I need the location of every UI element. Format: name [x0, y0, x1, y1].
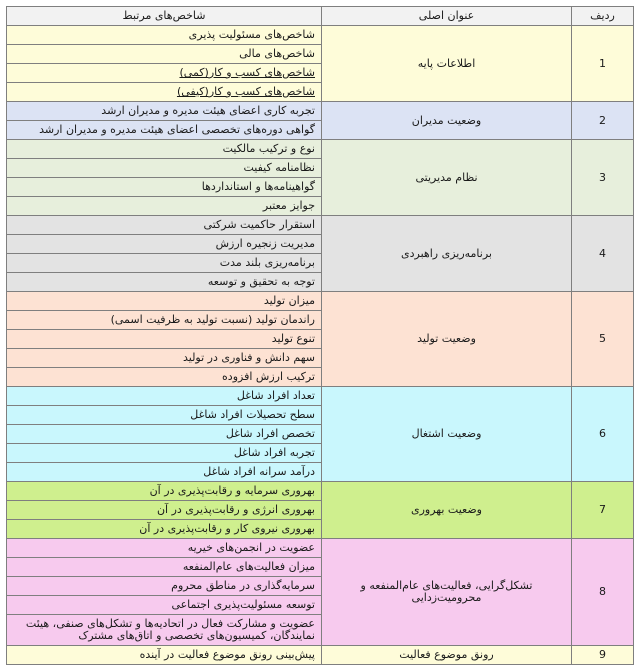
- row-title: تشکل‌گرایی، فعالیت‌های عام‌المنفعه و محرومیت‌زدایی: [322, 539, 572, 646]
- indicator-text: شاخص‌های کسب و کار(کمی): [179, 66, 315, 79]
- indicator-cell: گواهی دوره‌های تخصصی اعضای هیئت مدیره و مدیران ارشد: [7, 121, 322, 140]
- row-number: 2: [572, 102, 634, 140]
- indicator-cell: نوع و ترکیب مالکیت: [7, 140, 322, 159]
- table-row: [7, 292, 634, 311]
- indicator-cell: توجه به تحقیق و توسعه: [7, 273, 322, 292]
- indicator-cell: درآمد سرانه افراد شاغل: [7, 463, 322, 482]
- indicator-cell: راندمان تولید (نسبت تولید به ظرفیت اسمی): [7, 311, 322, 330]
- indicator-cell: عضویت و مشارکت فعال در اتحادیه‌ها و تشکل‌های صنفی، هیئت نمایندگان، کمیسیون‌های تخصصی و اتاق‌های مشترک: [7, 615, 322, 646]
- row-number: 7: [572, 482, 634, 539]
- indicator-cell: بهروری انرژی و رقابت‌پذیری در آن: [7, 501, 322, 520]
- row-title: وضعیت تولید: [322, 292, 572, 387]
- row-number: 8: [572, 539, 634, 646]
- indicator-cell: میزان تولید: [7, 292, 322, 311]
- row-title: رونق موضوع فعالیت: [322, 646, 572, 665]
- header-row-number: ردیف: [572, 7, 634, 26]
- row-number: 5: [572, 292, 634, 387]
- indicator-cell: برنامه‌ریزی بلند مدت: [7, 254, 322, 273]
- indicator-text: شاخص‌های کسب و کار(کیفی): [176, 85, 315, 98]
- indicator-cell: ترکیب ارزش افزوده: [7, 368, 322, 387]
- table-row: [7, 387, 634, 406]
- header-row: [7, 7, 634, 26]
- indicator-cell: تخصص افراد شاغل: [7, 425, 322, 444]
- table-row: [7, 482, 634, 501]
- indicator-cell: نظامنامه کیفیت: [7, 159, 322, 178]
- indicators-table: [6, 6, 634, 665]
- row-title: نظام مدیریتی: [322, 140, 572, 216]
- indicators-table-container: [6, 6, 633, 665]
- row-number: 1: [572, 26, 634, 102]
- table-row: [7, 539, 634, 558]
- indicator-cell: جوایز معتبر: [7, 197, 322, 216]
- indicator-cell: سهم دانش و فناوری در تولید: [7, 349, 322, 368]
- table-row: [7, 646, 634, 665]
- indicator-cell: عضویت در انجمن‌های خیریه: [7, 539, 322, 558]
- indicator-cell: استقرار حاکمیت شرکتی: [7, 216, 322, 235]
- indicator-cell: بهروری نیروی کار و رقابت‌پذیری در آن: [7, 520, 322, 539]
- indicator-cell: تنوع تولید: [7, 330, 322, 349]
- indicator-cell: [7, 83, 322, 102]
- indicator-cell: میزان فعالیت‌های عام‌المنفعه: [7, 558, 322, 577]
- row-title: برنامه‌ریزی راهبردی: [322, 216, 572, 292]
- row-number: 6: [572, 387, 634, 482]
- row-title: اطلاعات پایه: [322, 26, 572, 102]
- table-row: [7, 216, 634, 235]
- indicator-cell: تعداد افراد شاغل: [7, 387, 322, 406]
- row-number: 9: [572, 646, 634, 665]
- indicator-cell: تجربه افراد شاغل: [7, 444, 322, 463]
- header-related-indicators: شاخص‌های مرتبط: [7, 7, 322, 26]
- indicator-cell: شاخص‌های مسئولیت پذیری: [7, 26, 322, 45]
- row-number: 3: [572, 140, 634, 216]
- indicator-cell: سرمایه‌گذاری در مناطق محروم: [7, 577, 322, 596]
- row-title: وضعیت اشتغال: [322, 387, 572, 482]
- row-title: وضعیت بهروری: [322, 482, 572, 539]
- indicator-cell: [7, 64, 322, 83]
- indicator-cell: بهروری سرمایه و رقابت‌پذیری در آن: [7, 482, 322, 501]
- table-row: [7, 102, 634, 121]
- indicator-cell: توسعه مسئولیت‌پذیری اجتماعی: [7, 596, 322, 615]
- indicator-cell: سطح تحصیلات افراد شاغل: [7, 406, 322, 425]
- indicator-cell: تجربه کاری اعضای هیئت مدیره و مدیران ارشد: [7, 102, 322, 121]
- row-title: وضعیت مدیران: [322, 102, 572, 140]
- header-main-title: عنوان اصلی: [322, 7, 572, 26]
- indicator-cell: مدیریت زنجیره ارزش: [7, 235, 322, 254]
- indicator-cell: گواهینامه‌ها و استانداردها: [7, 178, 322, 197]
- row-number: 4: [572, 216, 634, 292]
- table-row: [7, 26, 634, 45]
- indicator-cell: شاخص‌های مالی: [7, 45, 322, 64]
- indicator-cell: پیش‌بینی رونق موضوع فعالیت در آینده: [7, 646, 322, 665]
- table-row: [7, 140, 634, 159]
